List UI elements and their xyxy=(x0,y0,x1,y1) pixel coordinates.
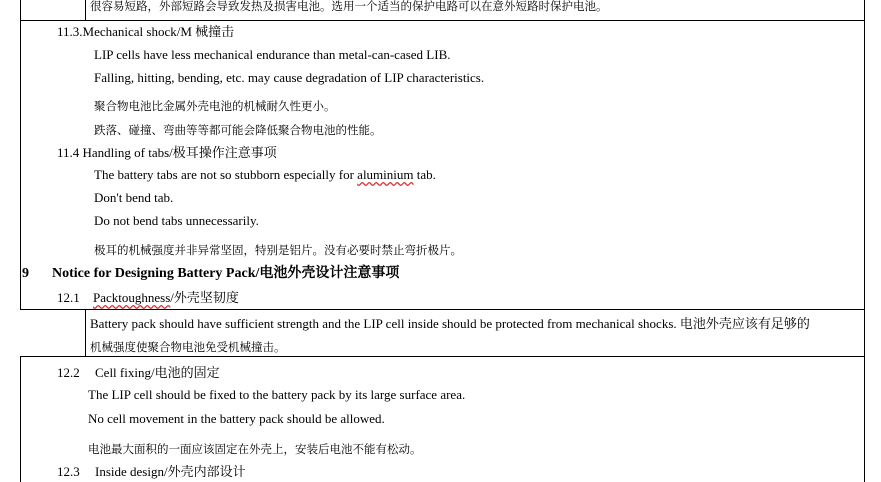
line-11-4-4: 极耳的机械强度并非异常坚固，特别是铝片。没有必要时禁止弯折极片。 xyxy=(94,243,462,257)
section-12-1-heading xyxy=(93,290,239,306)
border-right-lower xyxy=(864,356,865,482)
line-11-4-2: Don't bend tab. xyxy=(94,190,174,205)
section-9-number: 9 xyxy=(22,266,29,281)
border-right-outer xyxy=(864,0,865,310)
border-left-lower xyxy=(20,356,21,482)
line-11-4-3: Do not bend tabs unnecessarily. xyxy=(94,213,259,228)
line-11-3-2: Falling, hitting, bending, etc. may cause degradation of LIP characteristics. xyxy=(94,70,485,85)
section-12-2-heading: Cell fixing/电池的固定 xyxy=(95,365,220,380)
line-11-4-1 xyxy=(94,167,436,183)
paragraph-12-1-line-1: Battery pack should have sufficient strength and the LIP cell inside should be protected from mechanical shocks. 电池外壳应该有足够的 xyxy=(90,316,810,331)
border-top-block-bottom xyxy=(20,20,865,21)
border-row-12-1-bottom xyxy=(20,309,865,310)
line-11-4-1-pre: The battery tabs are not so stubborn especially for xyxy=(94,167,358,182)
line-11-3-1: LIP cells have less mechanical endurance than metal-can-cased LIB. xyxy=(94,47,451,62)
line-11-3-4: 跌落、碰撞、弯曲等等都可能会降低聚合物电池的性能。 xyxy=(94,123,382,137)
section-12-2-number: 12.2 xyxy=(57,365,80,380)
top-cn-line: 很容易短路，外部短路会导致发热及损害电池。选用一个适当的保护电路可以在意外短路时保护电池。 xyxy=(90,0,608,13)
line-12-2-2: No cell movement in the battery pack should be allowed. xyxy=(88,411,385,426)
border-left-outer xyxy=(20,0,21,310)
section-12-3-heading: Inside design/外壳内部设计 xyxy=(95,464,246,479)
border-left-inner-top xyxy=(85,0,86,20)
border-box-12-1-bottom xyxy=(20,356,865,357)
heading-11-4: 11.4 Handling of tabs/极耳操作注意事项 xyxy=(57,145,277,160)
line-11-4-1-post: tab. xyxy=(413,167,436,182)
paragraph-12-1-line-2: 机械强度使聚合物电池免受机械撞击。 xyxy=(90,340,286,354)
line-12-2-3: 电池最大面积的一面应该固定在外壳上，安装后电池不能有松动。 xyxy=(88,442,422,456)
section-12-1-heading-misspelled[interactable]: Packtoughness xyxy=(93,290,171,305)
section-12-1-number: 12.1 xyxy=(57,290,80,305)
border-box-12-1-right xyxy=(864,309,865,357)
line-11-3-3: 聚合物电池比金属外壳电池的机械耐久性更小。 xyxy=(94,99,336,113)
heading-11-3: 11.3.Mechanical shock/M 械撞击 xyxy=(57,24,235,39)
section-12-3-number: 12.3 xyxy=(57,464,80,479)
border-box-12-1-left xyxy=(85,309,86,357)
misspelled-word[interactable]: aluminium xyxy=(357,167,414,182)
section-9-title: Notice for Designing Battery Pack/电池外壳设计注意事项 xyxy=(52,266,400,281)
section-12-1-heading-rest: /外壳坚韧度 xyxy=(170,290,239,305)
line-12-2-1: The LIP cell should be fixed to the battery pack by its large surface area. xyxy=(88,387,466,402)
